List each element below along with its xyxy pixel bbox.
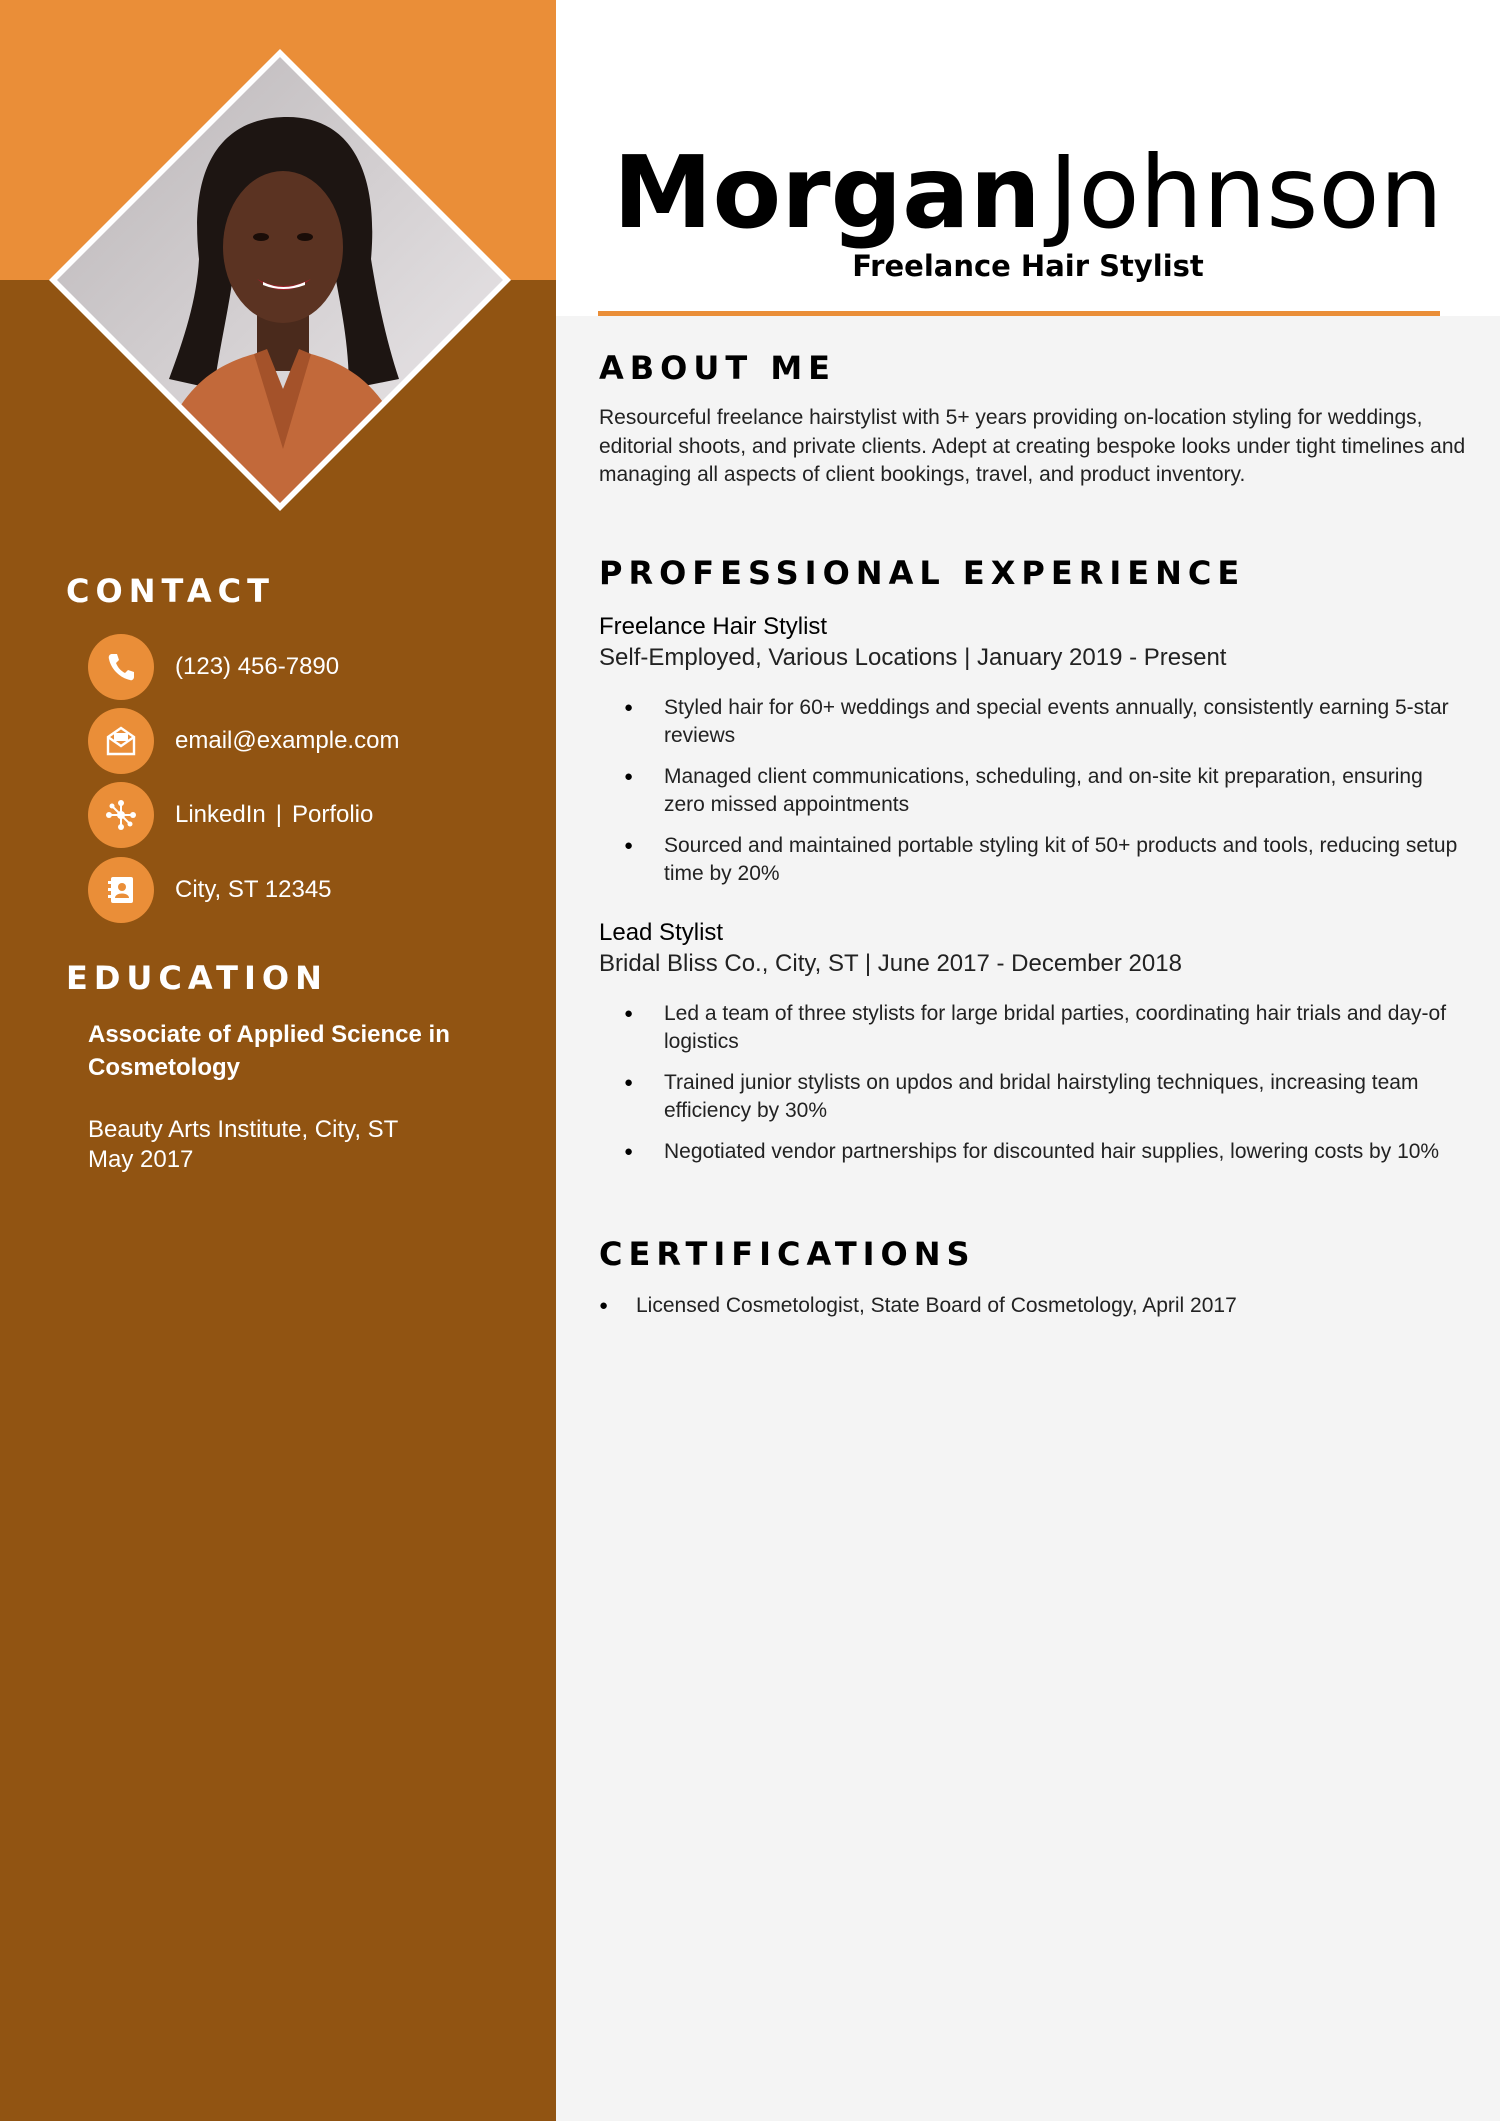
job-1-bullets [599, 694, 1469, 901]
list-item: ● Styled hair for 60+ weddings and special events annually, consistently earning 5-star reviews [599, 694, 1469, 750]
education-school: Beauty Arts Institute, City, ST [88, 1116, 399, 1143]
education-heading: EDUCATION [66, 959, 328, 997]
about-text: Resourceful freelance hairstylist with 5+ years providing on-location styling for weddings, editorial shoots, and private clients. Adept at creating bespoke looks under tight timelines and managing all aspects of client bookings, travel, and product inventory. [599, 406, 1466, 486]
linkedin-link[interactable]: LinkedIn [175, 801, 266, 828]
list-item: ● Sourced and maintained portable styling kit of 50+ products and tools, reducing setup time by 20% [599, 832, 1469, 888]
job-1-meta: Self-Employed, Various Locations | January 2019 - Present [599, 644, 1227, 671]
first-name: Morgan [613, 134, 1041, 251]
contact-heading: CONTACT [66, 572, 275, 610]
certifications-list [599, 1292, 1469, 1320]
profile-photo [49, 49, 511, 511]
contact-email[interactable] [88, 708, 399, 774]
about-heading: ABOUT ME [599, 349, 837, 387]
education-degree: Associate of Applied Science in Cosmetology [88, 1021, 450, 1081]
list-item: ● Negotiated vendor partnerships for discounted hair supplies, lowering costs by 10% [599, 1138, 1469, 1166]
last-name: Johnson [1048, 134, 1443, 251]
list-item: ● Managed client communications, scheduling, and on-site kit preparation, ensuring zero missed appointments [599, 763, 1469, 819]
email-text: email@example.com [175, 727, 400, 754]
contact-location [88, 857, 332, 923]
link-separator: | [275, 801, 282, 828]
network-icon [88, 782, 154, 848]
job-1-title: Freelance Hair Stylist [599, 613, 828, 640]
list-item: ● Licensed Cosmetologist, State Board of Cosmetology, April 2017 [599, 1292, 1469, 1320]
links-text [175, 801, 373, 829]
sidebar [0, 0, 556, 2121]
portfolio-link[interactable]: Porfolio [291, 801, 374, 828]
contact-phone[interactable] [88, 634, 339, 700]
envelope-icon [88, 708, 154, 774]
experience-heading: PROFESSIONAL EXPERIENCE [599, 554, 1246, 592]
job-title-subtitle: Freelance Hair Stylist [852, 249, 1204, 283]
job-2-title: Lead Stylist [599, 919, 724, 946]
job-2-meta: Bridal Bliss Co., City, ST | June 2017 - December 2018 [599, 950, 1182, 977]
portrait-photo-icon [49, 49, 511, 511]
phone-icon [88, 634, 154, 700]
contact-links [88, 782, 373, 848]
list-item: ● Trained junior stylists on updos and bridal hairstyling techniques, increasing team efficiency by 30% [599, 1069, 1469, 1125]
address-book-icon [88, 857, 154, 923]
certifications-heading: CERTIFICATIONS [599, 1235, 976, 1273]
education-date: May 2017 [88, 1146, 194, 1173]
job-2-bullets [599, 1000, 1469, 1179]
list-item: ● Led a team of three stylists for large bridal parties, coordinating hair trials and day-of logistics [599, 1000, 1469, 1056]
location-text: City, ST 12345 [175, 876, 332, 903]
phone-text: (123) 456-7890 [175, 653, 340, 680]
full-name [556, 128, 1500, 258]
header-divider [598, 311, 1440, 316]
